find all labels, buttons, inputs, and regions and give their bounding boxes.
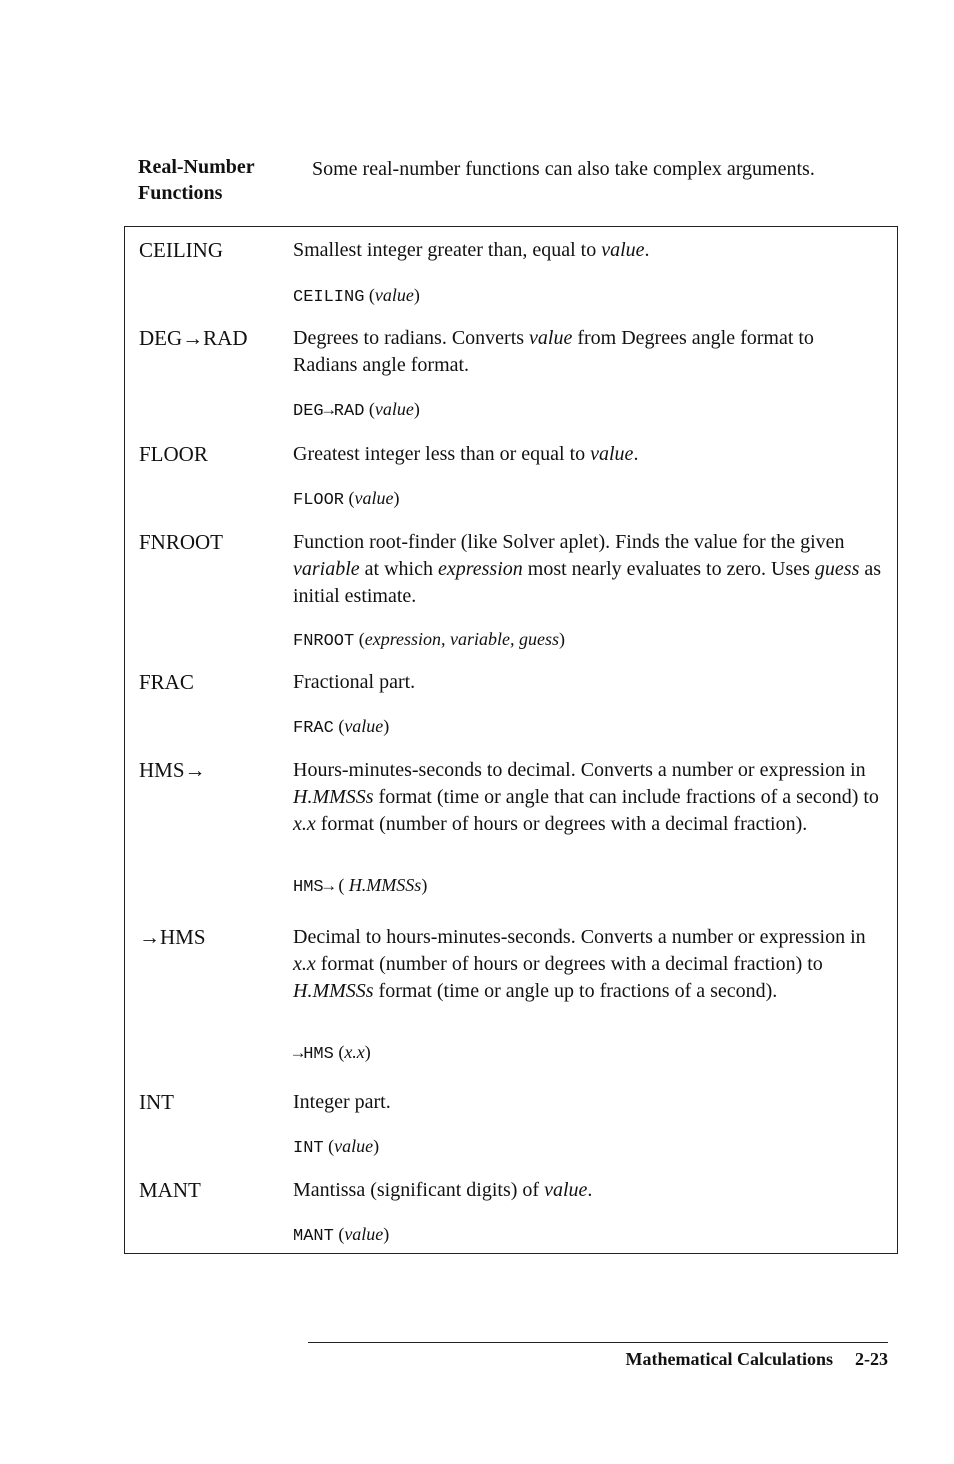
function-name: DEG→RAD: [139, 326, 248, 350]
page-number: 2-23: [855, 1349, 888, 1369]
function-name: FLOOR: [139, 442, 208, 466]
function-syntax: [293, 1040, 883, 1067]
function-description: Degrees to radians. Converts value from Degrees angle format to Radians angle format.: [293, 327, 814, 376]
syntax-command: FRAC: [293, 719, 334, 738]
italic-term: x.x: [293, 813, 316, 835]
function-syntax: [293, 627, 883, 654]
syntax-command: INT: [293, 1139, 324, 1158]
syntax-command: CEILING: [293, 288, 365, 307]
italic-term: value: [344, 1224, 384, 1244]
syntax-args: (value): [364, 399, 420, 419]
function-syntax: [293, 1222, 883, 1249]
syntax-command: MANT: [293, 1227, 334, 1246]
function-name: MANT: [139, 1178, 201, 1202]
function-syntax: [293, 397, 883, 424]
italic-term: variable: [293, 558, 360, 580]
syntax-args: (value): [333, 1224, 390, 1244]
function-description: Fractional part.: [293, 671, 416, 693]
syntax-command: DEG→RAD: [293, 402, 365, 421]
function-description: Smallest integer greater than, equal to value.: [293, 239, 650, 261]
italic-term: value: [590, 443, 634, 465]
function-name: HMS→: [139, 758, 206, 782]
function-syntax: [293, 1134, 883, 1161]
function-description: Mantissa (significant digits) of value.: [293, 1179, 593, 1201]
function-name: INT: [139, 1090, 174, 1114]
function-syntax: [293, 714, 883, 741]
footer-rule: [308, 1342, 888, 1343]
syntax-command: FLOOR: [293, 491, 345, 510]
italic-term: H.MMSSs: [348, 875, 422, 895]
italic-term: x.x: [344, 1042, 365, 1062]
syntax-args: (expression, variable, guess): [354, 629, 566, 649]
section-heading: [138, 154, 288, 206]
italic-term: H.MMSSs: [293, 786, 374, 808]
function-name: FNROOT: [139, 530, 224, 554]
function-syntax: [293, 873, 883, 900]
function-name: FRAC: [139, 670, 194, 694]
italic-term: value: [601, 239, 645, 261]
italic-term: guess: [814, 558, 860, 580]
syntax-command: HMS→: [293, 878, 334, 897]
function-description: Greatest integer less than or equal to value.: [293, 443, 639, 465]
syntax-args: (value): [323, 1136, 380, 1156]
syntax-args: (x.x): [333, 1042, 371, 1062]
syntax-args: ( H.MMSSs): [333, 875, 428, 895]
function-description: Function root-finder (like Solver aplet). Finds the value for the given variable at which expression most nearly evaluates to zero. Uses guess as initial estimate.: [293, 531, 882, 607]
italic-term: value: [544, 1179, 588, 1201]
syntax-command: FNROOT: [293, 632, 355, 651]
italic-term: value: [344, 716, 384, 736]
italic-term: value: [374, 285, 414, 305]
syntax-args: (value): [344, 488, 400, 508]
italic-term: expression: [437, 558, 523, 580]
italic-term: expression, variable, guess: [364, 629, 560, 649]
section-intro-text: Some real-number functions can also take complex arguments.: [312, 158, 815, 180]
function-table: [124, 226, 898, 1254]
italic-term: value: [354, 488, 394, 508]
function-syntax: [293, 486, 883, 513]
function-description: Integer part.: [293, 1091, 391, 1113]
footer-chapter-title: Mathematical Calculations: [625, 1349, 833, 1369]
italic-term: H.MMSSs: [293, 980, 374, 1002]
syntax-args: (value): [333, 716, 390, 736]
function-description: Decimal to hours-minutes-seconds. Converts a number or expression in x.x format (number of hours or degrees with a decimal fraction) to H.MMSSs format (time or angle up to fractions of a second).: [293, 926, 866, 1002]
function-description: Hours-minutes-seconds to decimal. Converts a number or expression in H.MMSSs format (time or angle that can include fractions of a second) to x.x format (number of hours or degrees with a decimal fraction).: [293, 759, 879, 835]
syntax-command: →HMS: [293, 1045, 334, 1064]
section-heading-line2: Functions: [138, 182, 223, 204]
syntax-args: (value): [364, 285, 420, 305]
function-syntax: [293, 283, 883, 310]
italic-term: value: [529, 327, 573, 349]
italic-term: value: [374, 399, 414, 419]
italic-term: x.x: [293, 953, 316, 975]
section-heading-line1: Real-Number: [138, 156, 255, 178]
page-footer: [500, 1349, 888, 1370]
italic-term: value: [334, 1136, 374, 1156]
function-name: →HMS: [139, 925, 206, 949]
function-name: CEILING: [139, 238, 223, 262]
